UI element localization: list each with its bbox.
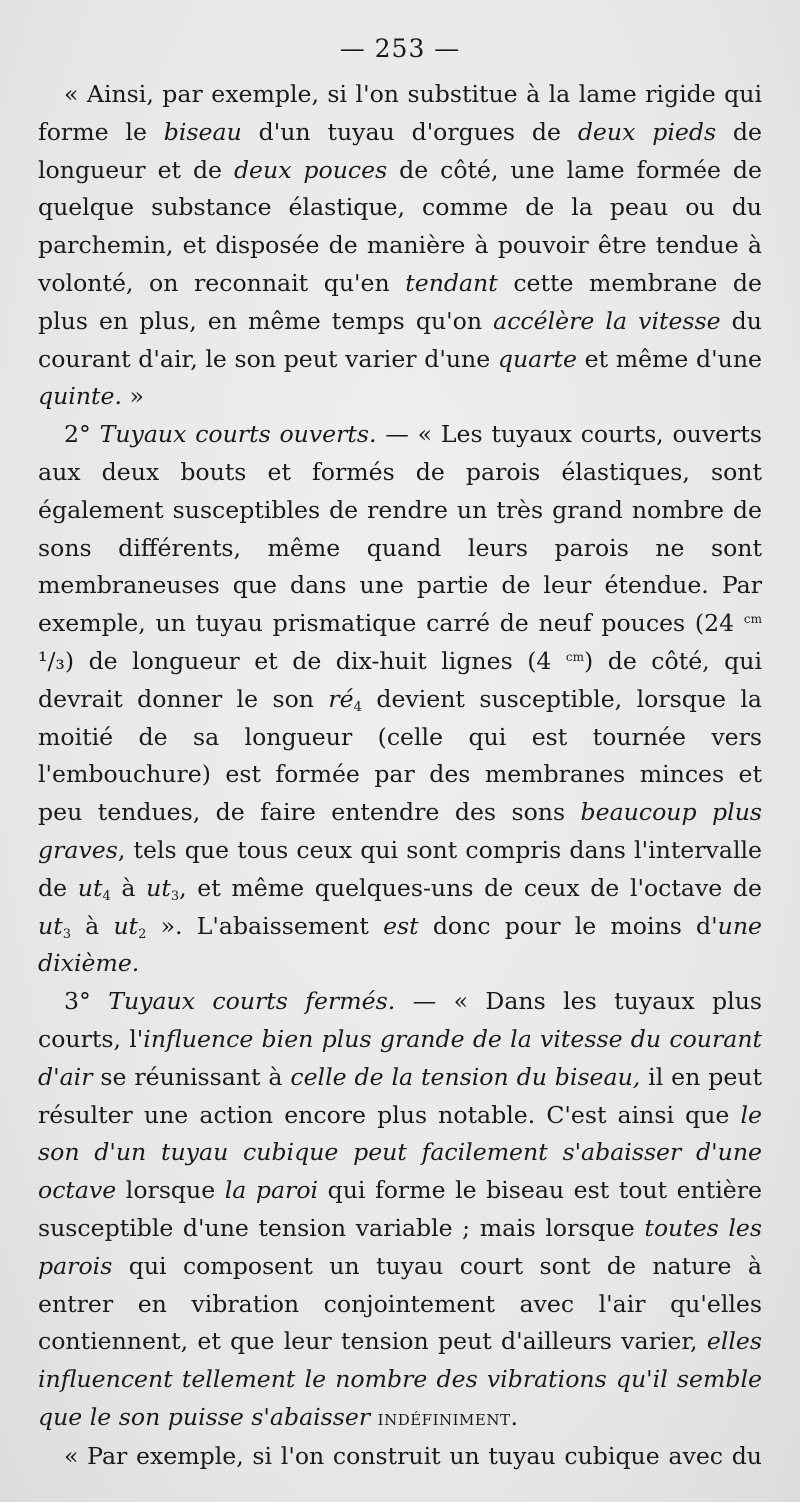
body-text (38, 76, 762, 1475)
paragraph-par-exemple: « Par exemple, si l'on construit un tuyau cubique avec du (64, 1441, 762, 1470)
paragraph-quote-biseau: « Ainsi, par exemple, si l'on substitue à la lame rigide qui forme le biseau d'un tuyau d'orgues de deux pieds de longueur et de deux pouces de côté, une lame formée de quelque substance élastique, comme de la peau ou du parchemin, et disposée de manière à pouvoir être tendue à volonté, on reconnait qu'en tendant cette membrane de plus en plus, en même temps qu'on accélère la vitesse du courant d'air, le son peut varier d'une quarte et même d'une quinte. » (38, 80, 763, 411)
section-heading: Tuyaux courts fermés. (108, 987, 396, 1016)
section-number: 2° (64, 420, 91, 449)
section-number: 3° (64, 987, 91, 1016)
section-heading: Tuyaux courts ouverts. (99, 420, 377, 449)
paragraph-tuyaux-courts-fermes: 3° Tuyaux courts fermés. — « Dans les tuyaux plus courts, l'influence bien plus grande de la vitesse du courant d'air se réunissant à celle de la tension du biseau, il en peut résulter une action encore plus notable. C'est ainsi que le son d'un tuyau cubique peut facilement s'abaisser d'une octave lorsque la paroi qui forme le biseau est tout entière susceptible d'une tension variable ; mais lorsque toutes les parois qui composent un tuyau court sont de nature à entrer en vibration conjointement avec l'air qu'elles contiennent, et que leur tension peut d'ailleurs varier, elles influencent tellement le nombre des vibrations qu'il semble que le son puisse s'abaisser indéfiniment. (38, 987, 762, 1431)
page-number: — 253 — (339, 34, 461, 63)
paragraph-tuyaux-courts-ouverts: 2° Tuyaux courts ouverts. — « Les tuyaux courts, ouverts aux deux bouts et formés de parois élastiques, sont également susceptibles de rendre un très grand nombre de sons différents, même quand leurs parois ne sont membraneuses que dans une partie de leur étendue. Par exemple, un tuyau prismatique carré de neuf pouces (24 $^{cm}$ ¹/₃) de longueur et de dix-huit lignes (4 $^{cm}$) de côté, qui devrait donner le son $ré_4$ devient susceptible, lorsque la moitié de sa longueur (celle qui est tournée vers l'embouchure) est formée par des membranes minces et peu tendues, de faire entendre des sons beaucoup plus graves, tels que tous ceux qui sont compris dans l'intervalle de $ut_4$ à $ut_3$, et même quelques-uns de ceux de l'octave de $ut_3$ à $ut_2$ ». L'abaissement est donc pour le moins d'une dixième. (38, 420, 763, 978)
